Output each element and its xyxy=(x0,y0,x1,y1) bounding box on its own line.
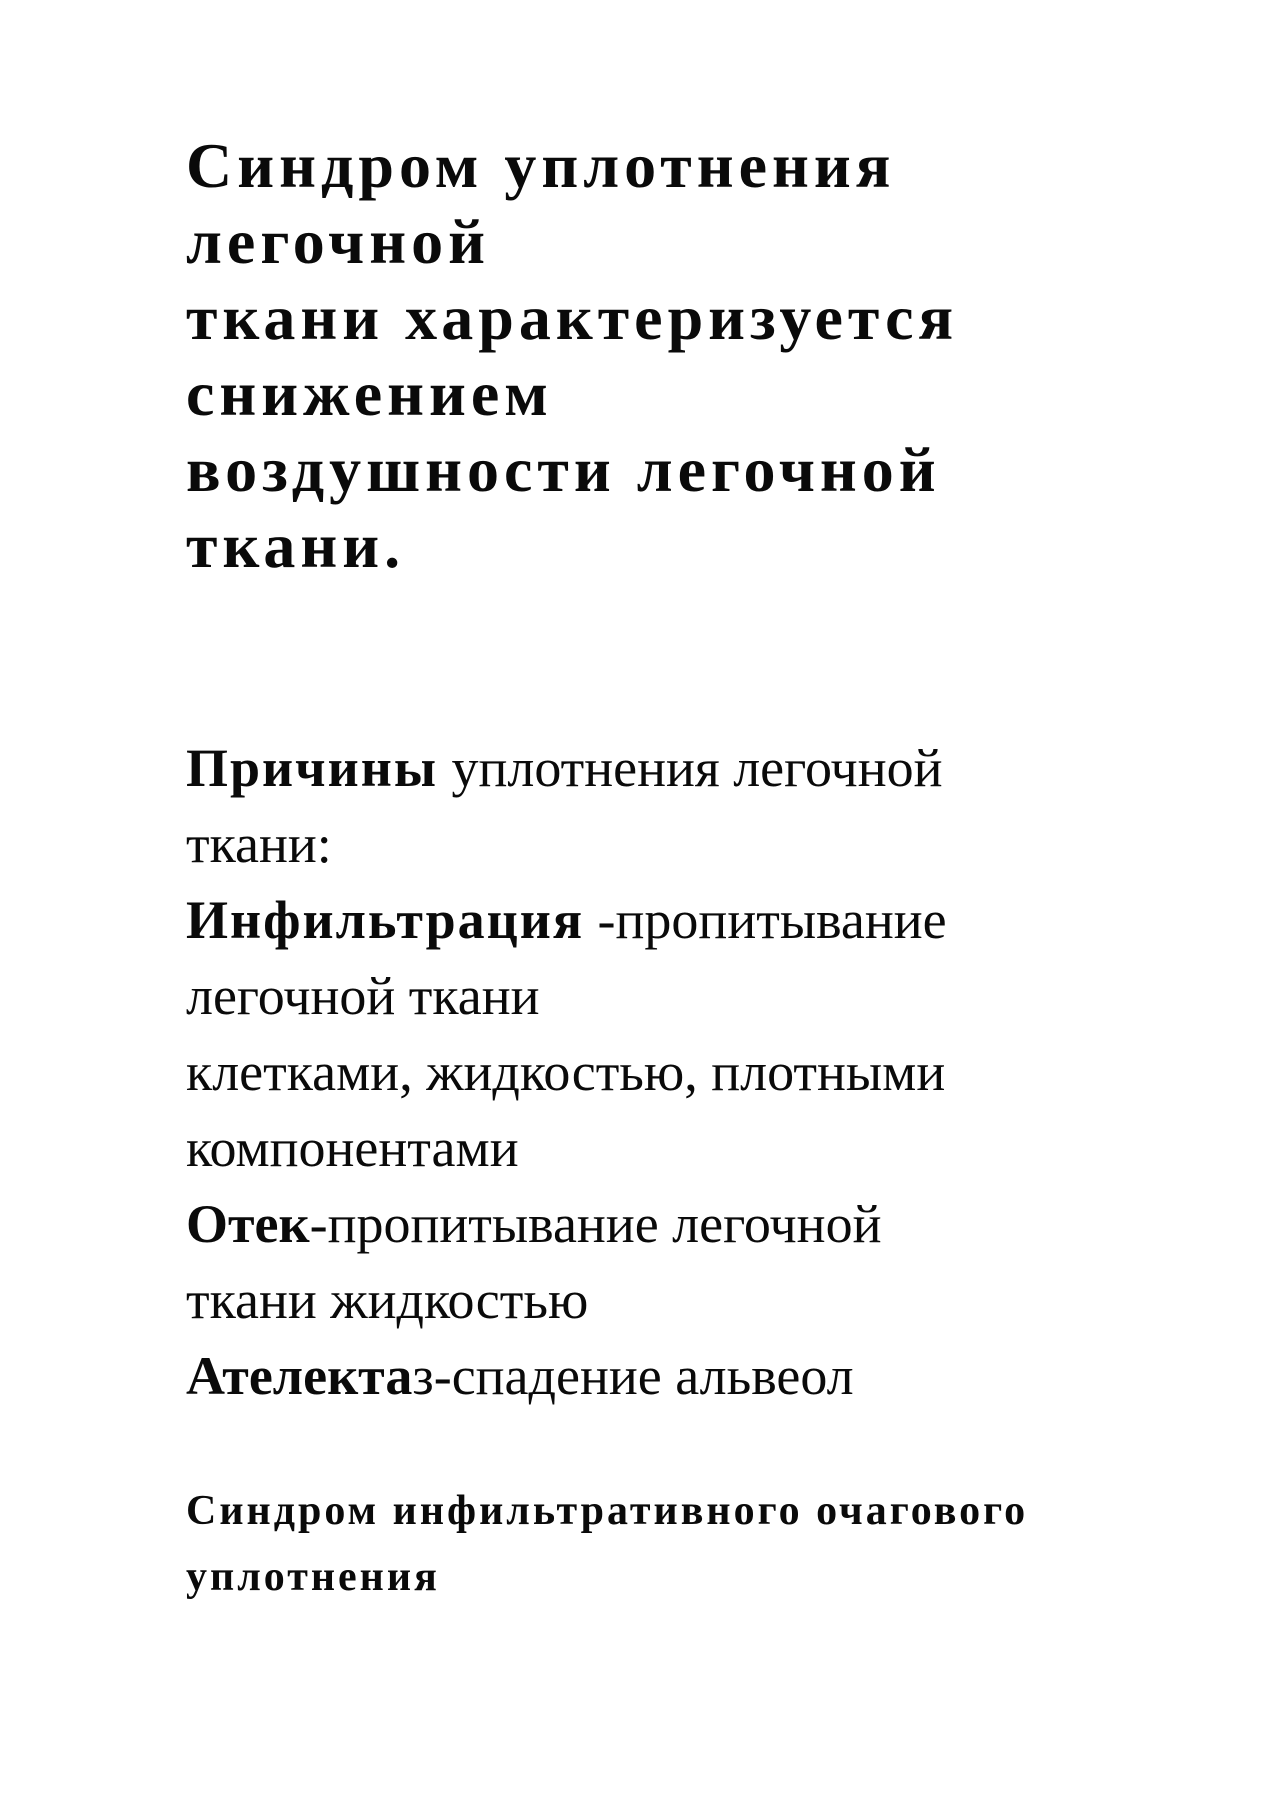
subtitle-line: уплотнения xyxy=(186,1554,440,1600)
title-line: ткани характеризуется xyxy=(186,282,959,353)
title-line: снижением xyxy=(186,358,553,429)
title-line: легочной xyxy=(186,206,490,277)
causes-term: Причины xyxy=(186,738,438,798)
atelectasis-text: з-спадение альвеол xyxy=(412,1346,854,1406)
edema-definition xyxy=(186,1186,947,1262)
page-title xyxy=(186,128,958,584)
infiltration-line2: легочной ткани xyxy=(186,966,540,1026)
infiltration-term: Инфильтрация xyxy=(186,890,585,950)
title-line: Синдром уплотнения xyxy=(186,130,896,201)
causes-heading-line2: ткани: xyxy=(186,814,332,874)
infiltration-line4: компонентами xyxy=(186,1118,519,1178)
infiltration-text: -пропитывание xyxy=(584,890,947,950)
atelectasis-term: Ателект xyxy=(186,1346,386,1406)
document-content xyxy=(186,0,1246,1811)
edema-line2: ткани жидкостью xyxy=(186,1270,589,1330)
edema-text: -пропитывание легочной xyxy=(309,1194,882,1254)
subtitle-line: Синдром инфильтративного очагового xyxy=(186,1488,1029,1534)
atelectasis-definition xyxy=(186,1338,947,1414)
infiltration-definition xyxy=(186,882,947,958)
title-line: воздушности легочной xyxy=(186,434,941,505)
definitions-block xyxy=(186,730,947,1414)
title-line: ткани. xyxy=(186,510,406,581)
causes-text: уплотнения легочной xyxy=(438,738,943,798)
causes-heading xyxy=(186,730,947,806)
edema-term: Отек xyxy=(186,1194,310,1254)
infiltration-line3: клетками, жидкостью, плотными xyxy=(186,1042,946,1102)
atelectasis-term-letter: а xyxy=(385,1346,413,1406)
section-subtitle xyxy=(186,1478,1028,1610)
